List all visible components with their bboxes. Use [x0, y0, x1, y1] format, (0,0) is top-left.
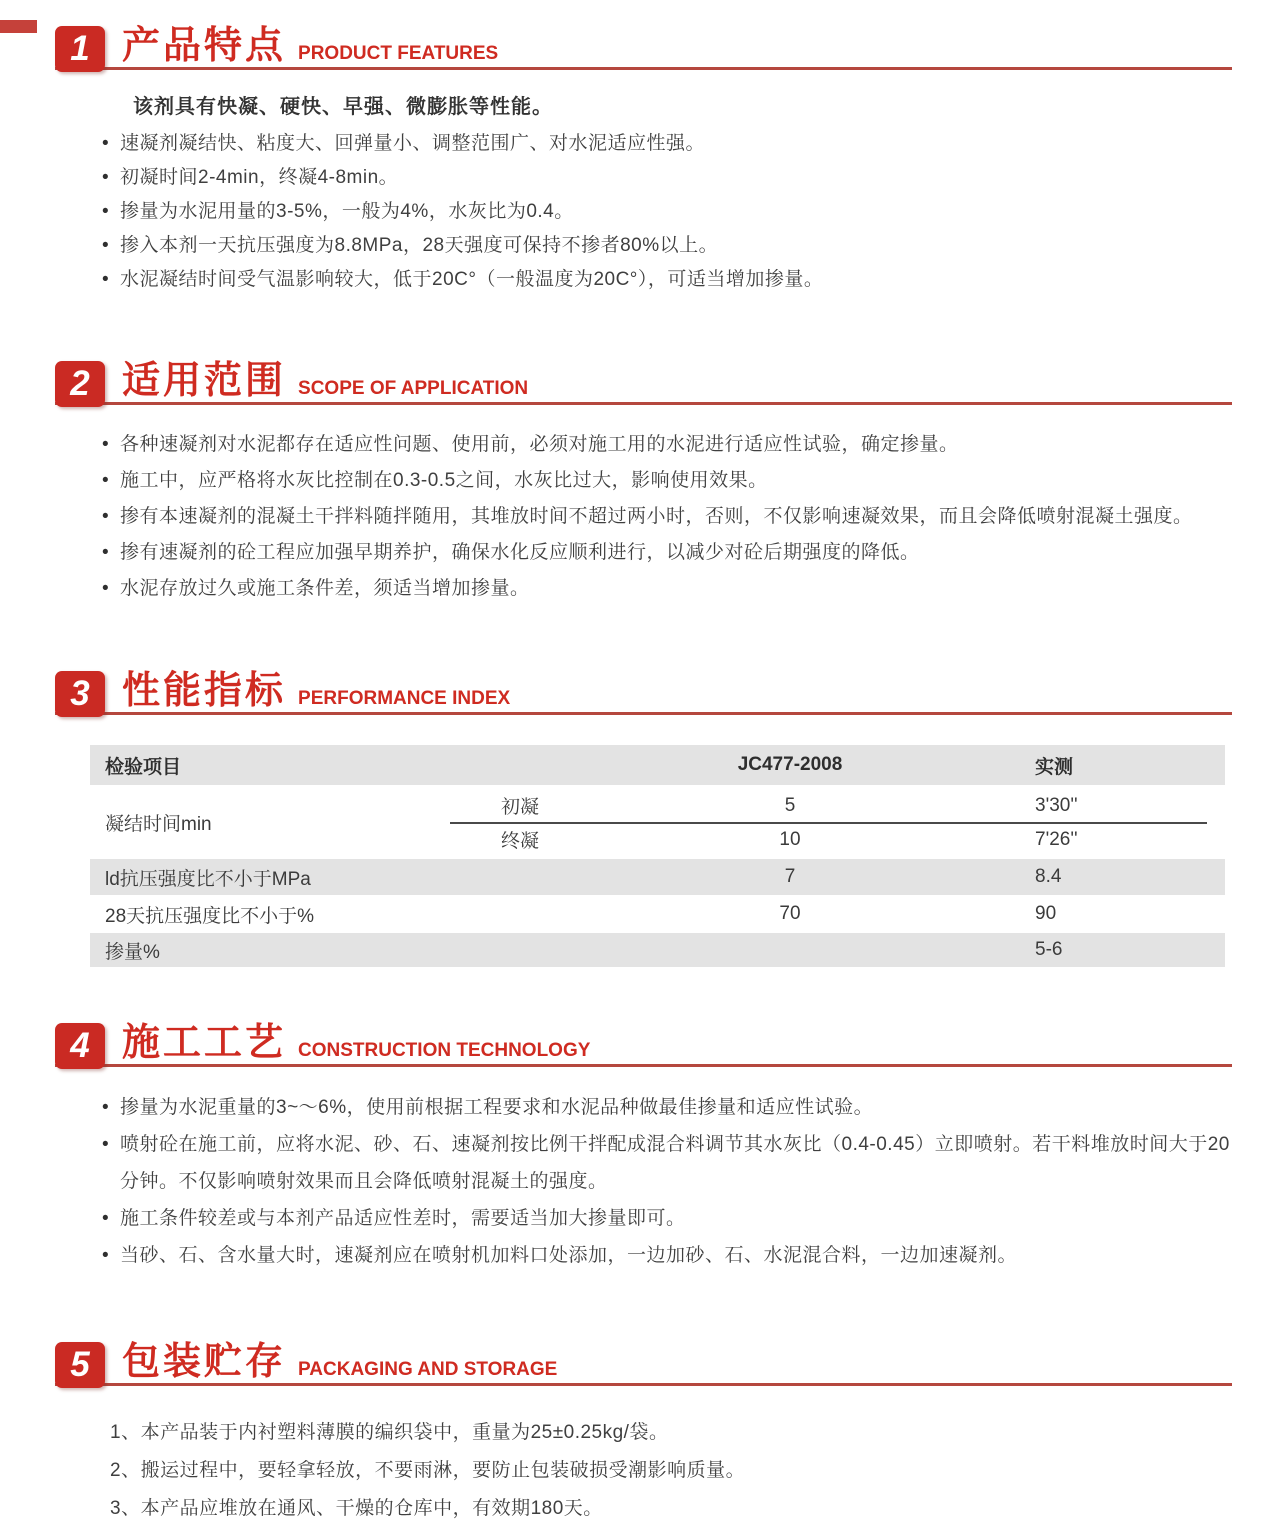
- list-item: 3、本产品应堆放在通风、干燥的仓库中，有效期180天。: [110, 1498, 603, 1519]
- section-number: 1: [70, 29, 90, 68]
- cell-sub-label: 初凝: [500, 797, 539, 818]
- header-cell-standard: JC477-2008: [737, 754, 843, 775]
- list-item: 2、搬运过程中，要轻拿轻放，不要雨淋，要防止包装破损受潮影响质量。: [110, 1460, 746, 1481]
- group-subrows: [450, 789, 1225, 855]
- section-performance-index: [55, 665, 1232, 967]
- section-title-zh: 适用范围: [122, 360, 287, 402]
- section-number: 5: [70, 1345, 90, 1384]
- table-row: [90, 897, 1225, 931]
- list-item: • 掺有本速凝剂的混凝土干拌料随拌随用，其堆放时间不超过两小时，否则，不仅影响速凝效果，而且会降低喷射混凝土强度。: [100, 499, 1232, 535]
- page-corner-mark: [0, 20, 37, 33]
- list-item: • 当砂、石、含水量大时，速凝剂应在喷射机加料口处添加，一边加砂、石、水泥混合料，一边加速凝剂。: [100, 1237, 1232, 1274]
- list-item: • 施工中，应严格将水灰比控制在0.3-0.5之间，水灰比过大，影响使用效果。: [100, 463, 1232, 499]
- section-packaging-storage: [55, 1336, 1232, 1528]
- header-cell-item: 检验项目: [105, 756, 182, 778]
- section-header: [55, 20, 1232, 70]
- list-item: • 掺有速凝剂的砼工程应加强早期养护，确保水化反应顺利进行，以减少对砼后期强度的降低。: [100, 535, 1232, 571]
- list-item: • 速凝剂凝结快、粘度大、回弹量小、调整范围广、对水泥适应性强。: [100, 127, 1232, 161]
- storage-list: [110, 1414, 1232, 1528]
- features-list: [100, 127, 1232, 297]
- cell-standard: 10: [779, 828, 801, 850]
- section-number-badge: [55, 671, 105, 717]
- cell-measured: 90: [1035, 903, 1057, 924]
- table-row: [90, 933, 1225, 967]
- section-number-badge: [55, 1023, 105, 1069]
- section-product-features: [55, 20, 1232, 297]
- section-header: [55, 665, 1232, 715]
- cell-standard: 7: [784, 866, 796, 887]
- list-item: • 施工条件较差或与本剂产品适应性差时，需要适当加大掺量即可。: [100, 1200, 1232, 1237]
- features-intro: 该剂具有快凝、硬快、早强、微膨胀等性能。: [133, 96, 553, 118]
- section-construction-technology: [55, 1017, 1232, 1274]
- scope-list: [100, 427, 1232, 607]
- group-item-cell: 凝结时间min: [105, 813, 212, 835]
- section-title-zh: 施工工艺: [122, 1022, 287, 1064]
- list-item: • 掺量为水泥重量的3~～6%，使用前根据工程要求和水泥品种做最佳掺量和适应性试验。: [100, 1089, 1232, 1126]
- table-row: [450, 822, 1207, 855]
- section-title-en: PACKAGING AND STORAGE: [298, 1359, 558, 1380]
- section-number: 3: [70, 674, 90, 713]
- section-header: [55, 355, 1232, 405]
- cell-sub-label: 终凝: [500, 831, 539, 852]
- cell-item: 掺量%: [105, 941, 160, 963]
- header-cell-measured: 实测: [1035, 756, 1074, 778]
- section-header: [55, 1017, 1232, 1067]
- table-row: [90, 859, 1225, 895]
- section-number-badge: [55, 26, 105, 72]
- list-item: • 水泥凝结时间受气温影响较大，低于20C°（一般温度为20C°），可适当增加掺量。: [100, 263, 1232, 297]
- cell-standard: 5: [784, 794, 796, 816]
- table-group-setting-time: [90, 789, 1225, 855]
- cell-standard: 70: [779, 903, 801, 924]
- section-title-zh: 包装贮存: [122, 1341, 287, 1383]
- table-header-row: [90, 745, 1225, 785]
- list-item: • 各种速凝剂对水泥都存在适应性问题、使用前，必须对施工用的水泥进行适应性试验，确定掺量。: [100, 427, 1232, 463]
- section-scope-of-application: [55, 355, 1232, 607]
- section-number-badge: [55, 1342, 105, 1388]
- section-title-zh: 产品特点: [122, 25, 287, 67]
- section-title-en: PERFORMANCE INDEX: [298, 688, 511, 709]
- cell-measured: 5-6: [1035, 939, 1063, 960]
- cell-measured: 3'30'': [1035, 794, 1078, 816]
- section-number: 4: [70, 1026, 90, 1065]
- page: [0, 20, 1280, 1534]
- construction-list: [100, 1089, 1232, 1274]
- section-header: [55, 1336, 1232, 1386]
- list-item: • 水泥存放过久或施工条件差，须适当增加掺量。: [100, 571, 1232, 607]
- section-title-en: PRODUCT FEATURES: [298, 43, 499, 64]
- section-number: 2: [70, 364, 90, 403]
- list-item: 1、本产品装于内衬塑料薄膜的编织袋中，重量为25±0.25kg/袋。: [110, 1422, 669, 1443]
- section-title-zh: 性能指标: [122, 670, 287, 712]
- section-title-en: SCOPE OF APPLICATION: [298, 378, 529, 399]
- list-item: • 掺量为水泥用量的3-5%，一般为4%，水灰比为0.4。: [100, 195, 1232, 229]
- section-title-en: CONSTRUCTION TECHNOLOGY: [298, 1040, 591, 1061]
- cell-measured: 8.4: [1035, 866, 1062, 887]
- cell-item: ld抗压强度比不小于MPa: [105, 868, 311, 890]
- performance-table: [90, 745, 1225, 967]
- section-number-badge: [55, 361, 105, 407]
- table-row: [450, 789, 1225, 822]
- list-item: • 初凝时间2-4min，终凝4-8min。: [100, 161, 1232, 195]
- list-item: • 掺入本剂一天抗压强度为8.8MPa，28天强度可保持不掺者80%以上。: [100, 229, 1232, 263]
- list-item: • 喷射砼在施工前，应将水泥、砂、石、速凝剂按比例干拌配成混合料调节其水灰比（0.4-0.45）立即喷射。若干料堆放时间大于20分钟。不仅影响喷射效果而且会降低喷射混凝土的强度。: [100, 1126, 1232, 1200]
- cell-measured: 7'26'': [1035, 828, 1078, 850]
- cell-item: 28天抗压强度比不小于%: [105, 905, 315, 927]
